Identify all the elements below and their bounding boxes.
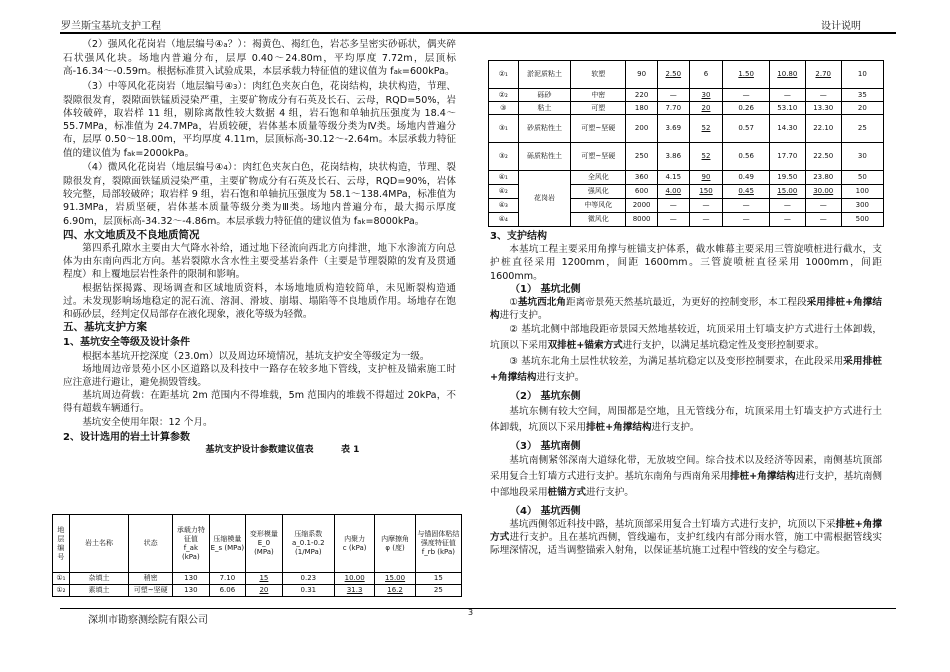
table-row [489, 115, 884, 143]
cell: 35 [841, 89, 883, 102]
cell: 中等风化 [571, 199, 626, 213]
cell: 砾质粘性土 [518, 143, 571, 171]
cell: ③ [489, 102, 519, 115]
table-row [489, 89, 884, 102]
header-rule [60, 32, 896, 34]
cell: 30 [689, 89, 723, 102]
cell: 3.86 [657, 143, 689, 171]
heading-hydrogeology: 四、水文地质及不良地质简况 [63, 228, 200, 241]
heading-east: （2） 基坑东侧 [510, 391, 581, 403]
para-strong-weathered: （2）强风化花岗岩（地层编号④a？）：褐黄色、褐红色，岩芯多呈密实砂砾状，偶夹碎石状强风化块。场地内普遍分布，层厚 0.40～24.80m，平均厚度 7.72m，层顶标高-16.34～-0.59m。根据标准贯入试验成果，本层承载力特征值的建议值为 fak=600kPa。 [63, 39, 456, 78]
heading-north: （1） 基坑北侧 [510, 283, 581, 295]
cell: 砂质粘性土 [518, 115, 571, 143]
para-north-1: ①基坑西北角距离帝景苑天然基坑最近，为更好的控制变形，本工程段采用排桩+角撑结构进行支护。 [490, 297, 882, 322]
cell: — [689, 199, 723, 213]
cell: 6 [689, 61, 723, 89]
para-west: 基坑西侧邻近科技中路，基坑顶部采用复合土钉墙方式进行支护，坑顶以下采排桩+角撑方式进行支护。且在基坑西侧，管线遍布，支护红线内有部分雨水管，施工中需根据管线实际埋深情况，适当调整锚索入射角，以保证基坑施工过程中管线的安全与稳定。 [490, 519, 883, 557]
cell: 100 [841, 185, 883, 199]
params-table-right [488, 60, 884, 227]
cell: 花岗岩 [518, 171, 571, 227]
cell: ④₁ [489, 171, 519, 185]
cell: — [723, 213, 769, 227]
cell: 16.2 [375, 585, 415, 597]
cell: 0.26 [723, 102, 769, 115]
para-south: 基坑南侧紧邻深南大道绿化带，无放坡空间。综合技术以及经济等因素，南侧基坑顶部采用复合土钉墙方式进行支护。基坑东南角与西南角采用排桩+角撑结构进行支护，基坑南侧中部地段采用桩锚方式进行支护。 [490, 454, 883, 498]
heading-south: （3） 基坑南侧 [510, 440, 581, 452]
th-a: 压缩系数 a_0.1-0.2 (1/MPa) [282, 515, 334, 573]
cell: ②₁ [489, 61, 519, 89]
cell: — [723, 89, 769, 102]
cell: — [657, 213, 689, 227]
cell: 可塑 [571, 102, 626, 115]
cell: 全风化 [571, 171, 626, 185]
cell: 90 [689, 171, 723, 185]
footer-rule [60, 608, 896, 609]
cell: 10.00 [334, 573, 374, 585]
cell: — [657, 199, 689, 213]
cell: 23.80 [805, 171, 841, 185]
heading-west: （4） 基坑西侧 [510, 505, 581, 517]
cell: 13.30 [805, 102, 841, 115]
cell: 52 [689, 143, 723, 171]
cell: 30 [841, 143, 883, 171]
cell: 8000 [626, 213, 658, 227]
document-title: 罗兰斯宝基坑支护工程 [61, 21, 161, 32]
heading-support-plan: 五、基坑支护方案 [63, 321, 147, 334]
cell: 15 [415, 573, 461, 585]
heading-params: 2、设计选用的岩土计算参数 [63, 431, 190, 443]
cell: 220 [626, 89, 658, 102]
cell: 0.57 [723, 115, 769, 143]
th-es: 压缩模量 E_s (MPa) [209, 515, 246, 573]
cell: 1.50 [723, 61, 769, 89]
left-column [63, 38, 456, 458]
params-table-left [52, 514, 462, 597]
cell: 10.80 [769, 61, 805, 89]
cell: — [805, 89, 841, 102]
cell: 20 [841, 102, 883, 115]
cell: 15 [246, 573, 283, 585]
cell: 7.70 [657, 102, 689, 115]
heading-support-structure: 3、支护结构 [490, 231, 547, 242]
cell: ①₁ [53, 573, 70, 585]
cell: 7.10 [209, 573, 246, 585]
th-fak: 承载力特征值 f_ak (kPa) [173, 515, 209, 573]
para-service-life: 基坑安全使用年限：12 个月。 [82, 416, 213, 428]
cell: 30.00 [805, 185, 841, 199]
cell: ①₂ [53, 585, 70, 597]
table-row [53, 573, 462, 585]
cell: ④₄ [489, 213, 519, 227]
cell: ④₂ [489, 185, 519, 199]
cell: 53.10 [769, 102, 805, 115]
cell: 微风化 [571, 213, 626, 227]
cell: 杂填土 [69, 573, 128, 585]
para-slight-weathered: （4）微风化花岗岩（地层编号④4）：肉红色夹灰白色，花岗结构，块状构造，节理、裂隙很发育，裂隙面铁锰质浸染严重，主要矿物成分有石英及长石、云母，RQD=90%，岩体较完整，局部较破碎；取岩样 9 组，岩石饱和单轴抗压强度为 58.1～138.4MPa，标准值为 91.3MPa，岩质坚硬，岩体基本质量等级分类为Ⅲ类。场地内普遍分布，最大揭示厚度 6.90m，层顶标高-34.32～-4.86m。本层承载力特征值的建议值为 fak=8000kPa。 [63, 161, 456, 227]
cell: ③₂ [489, 143, 519, 171]
page-number: 3 [468, 608, 474, 617]
cell: 3.69 [657, 115, 689, 143]
th-state: 状态 [129, 515, 173, 573]
cell: 淤泥质粘土 [518, 61, 571, 89]
cell: — [805, 199, 841, 213]
cell: 150 [689, 185, 723, 199]
heading-safety-grade: 1、基坑安全等级及设计条件 [63, 337, 190, 349]
cell: 600 [626, 185, 658, 199]
cell: ④₃ [489, 199, 519, 213]
para-groundwater: 第四系孔隙水主要由大气降水补给，通过地下径流向西北方向排泄，地下水渗流方向总体为由东南向西北方向。基岩裂隙水含水性主要受基岩条件（主要是节理裂隙的发育及贯通程度）和上覆地层岩性条件的限制和影响。 [63, 243, 456, 281]
cell: 强风化 [571, 185, 626, 199]
para-north-3: ③ 基坑东北角土层性状较差，为满足基坑稳定以及变形控制要求，在此段采用采用排桩+角撑结构进行支护。 [490, 356, 883, 384]
footer-company: 深圳市勘察测绘院有限公司 [88, 615, 208, 626]
cell: — [689, 213, 723, 227]
cell: 稍密 [129, 573, 173, 585]
cell: 0.49 [723, 171, 769, 185]
cell: 可塑~坚硬 [571, 115, 626, 143]
cell: 素填土 [69, 585, 128, 597]
cell: 14.30 [769, 115, 805, 143]
cell: 10 [841, 61, 883, 89]
cell: 可塑~坚硬 [129, 585, 173, 597]
cell: — [657, 89, 689, 102]
cell: 软塑 [571, 61, 626, 89]
cell: 2.70 [805, 61, 841, 89]
th-phi: 内摩擦角 φ (度) [375, 515, 415, 573]
cell: 360 [626, 171, 658, 185]
cell: 2.50 [657, 61, 689, 89]
para-safety-grade: 根据本基坑开挖深度（23.0m）以及周边环境情况，基坑支护安全等级定为一级。 [82, 350, 430, 362]
cell: 90 [626, 61, 658, 89]
para-north-2: ② 基坑北侧中部地段距帝景园天然地基较近，坑顶采用土钉墙支护方式进行土体卸载，坑顶以下采用双排桩+锚索方式进行支护，以满足基坑稳定性及变形控制要求。 [490, 324, 882, 352]
cell: 4.15 [657, 171, 689, 185]
cell: 50 [841, 171, 883, 185]
cell: 52 [689, 115, 723, 143]
table-row [489, 102, 884, 115]
cell: 可塑~坚硬 [571, 143, 626, 171]
cell: 中密 [571, 89, 626, 102]
cell: 0.56 [723, 143, 769, 171]
th-c: 内聚力 c (kPa) [334, 515, 374, 573]
cell: 2000 [626, 199, 658, 213]
table-row [489, 61, 884, 89]
cell: 15.00 [375, 573, 415, 585]
cell: 200 [626, 115, 658, 143]
cell: 25 [841, 115, 883, 143]
cell: 130 [173, 573, 209, 585]
th-name: 岩土名称 [69, 515, 128, 573]
cell: 31.3 [334, 585, 374, 597]
cell: 22.50 [805, 143, 841, 171]
table-row [53, 585, 462, 597]
cell: 6.06 [209, 585, 246, 597]
cell: 180 [626, 102, 658, 115]
cell: 20 [246, 585, 283, 597]
cell: 15.00 [769, 185, 805, 199]
cell: — [805, 213, 841, 227]
cell: — [769, 199, 805, 213]
th-layer: 地层编号 [53, 515, 70, 573]
cell: — [723, 199, 769, 213]
cell: 0.31 [282, 585, 334, 597]
cell: — [769, 213, 805, 227]
para-loads: 基坑周边荷载：在距基坑 2m 范围内不得堆载，5m 范围内的堆载不得超过 20kPa，不得有超载车辆通行。 [63, 390, 456, 415]
cell: 0.45 [723, 185, 769, 199]
table-row [489, 171, 884, 185]
cell: 19.50 [769, 171, 805, 185]
cell: ②₂ [489, 89, 519, 102]
para-geology-structure: 根据钻探揭露、现场调查和区域地质资料，本场地地质构造较简单，未见断裂构造通过。未发现影响场地稳定的泥石流、溶洞、滑坡、崩塌、塌陷等不良地质作用。场地存在饱和砾砂层，经判定仅局部存在液化现象，液化等级为轻微。 [63, 282, 456, 321]
cell: 0.23 [282, 573, 334, 585]
cell: 130 [173, 585, 209, 597]
table-caption: 基坑支护设计参数建议值表 表 1 [205, 445, 360, 456]
th-frb: 与锚固体粘结强度特征值 f_rb (kPa) [415, 515, 461, 573]
cell: 砾砂 [518, 89, 571, 102]
cell: 17.70 [769, 143, 805, 171]
cell: 250 [626, 143, 658, 171]
section-label: 设计说明 [821, 21, 861, 32]
table-row [489, 143, 884, 171]
cell: — [769, 89, 805, 102]
para-east: 基坑东侧有较大空间，周围都是空地，且无管线分布，坑顶采用土钉墙支护方式进行土体卸载，坑顶以下采用排桩+角撑结构进行支护。 [490, 405, 882, 433]
cell: 粘土 [518, 102, 571, 115]
cell: 22.10 [805, 115, 841, 143]
cell: 300 [841, 199, 883, 213]
para-pipelines: 场地周边帝景苑小区小区道路以及科技中一路存在较多地下管线，支护桩及锚索施工时应注意进行避让，避免损毁管线。 [63, 363, 456, 389]
cell: 500 [841, 213, 883, 227]
th-e0: 变形模量 E_0 (MPa) [246, 515, 283, 573]
cell: 20 [689, 102, 723, 115]
cell: 25 [415, 585, 461, 597]
cell: ③₁ [489, 115, 519, 143]
cell: 4.00 [657, 185, 689, 199]
right-column [490, 228, 882, 558]
para-structure: 本基坑工程主要采用角撑与桩锚支护体系，截水帷幕主要采用三管旋喷桩进行截水，支护桩直径采用 1200mm，间距 1600mm。三管旋喷桩直径采用 1000mm，间距 1600mm。 [490, 244, 882, 282]
para-medium-weathered: （3）中等风化花岗岩（地层编号④3）：肉红色夹灰白色，花岗结构，块状构造，节理、裂隙很发育，裂隙面铁锰质浸染严重，主要矿物成分有石英及长石、云母，RQD=50%，岩体较破碎，取岩样 11 组，剔除离散性较大数据 4 组，岩石饱和单轴抗压强度为 18.4～55.7MPa，标准值为 24.7MPa，岩质较硬，岩体基本质量等级分类为Ⅳ类。场地内普遍分布，层厚 0.50～18.00m，平均厚度 4.11m，层顶标高-30.12～-2.64m。本层承载力特征值的建议值为 fak=2000kPa。 [63, 80, 456, 159]
